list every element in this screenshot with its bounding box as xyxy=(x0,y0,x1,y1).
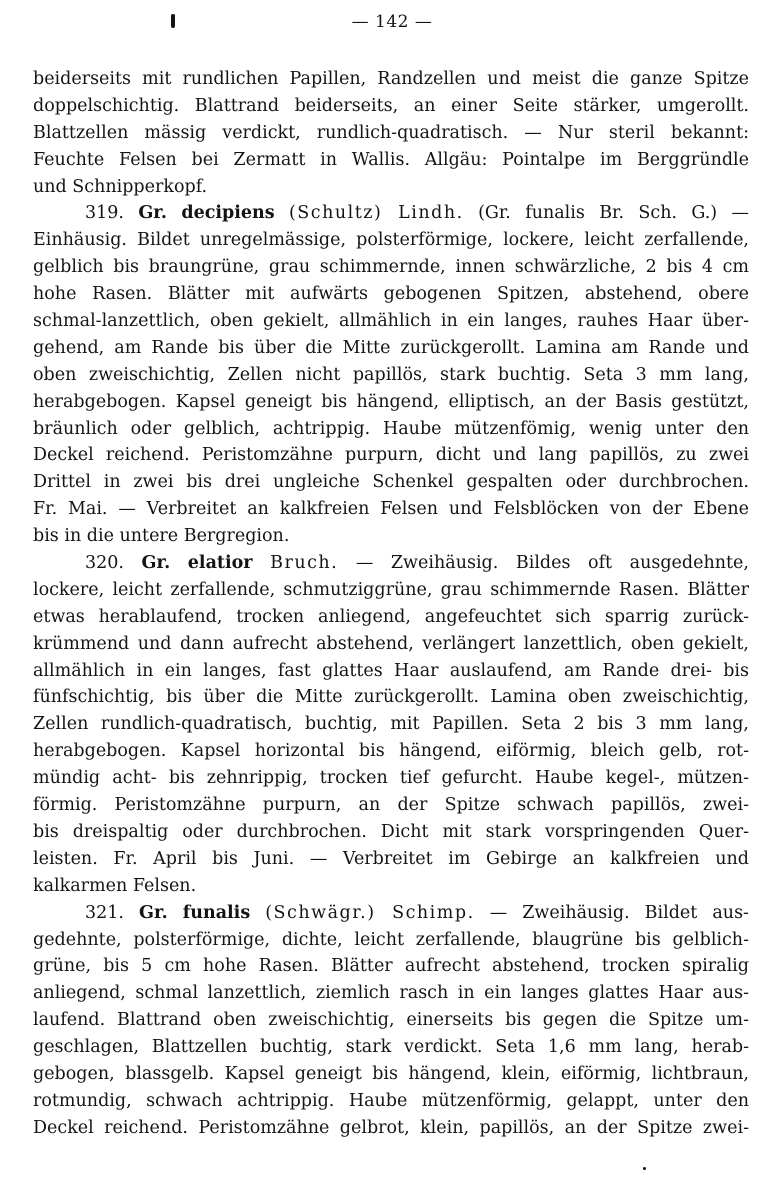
entry-number: 319. xyxy=(85,203,124,224)
text-line: doppelschichtig. Blattrand beiderseits, an einer Seite stärker, umgerollt. xyxy=(33,95,749,116)
text-line: Zellen rundlich-quadratisch, buchtig, mit Papillen. Seta 2 bis 3 mm lang, xyxy=(33,714,749,735)
text-line: krümmend und dann aufrecht abstehend, verlängert lanzettlich, oben gekielt, xyxy=(33,633,749,654)
genus-name: Gr. xyxy=(141,553,171,574)
text-line: grüne, bis 5 cm hohe Rasen. Blätter aufrecht abstehend, trocken spiralig xyxy=(33,956,749,977)
entry-heading-319 xyxy=(33,200,749,227)
text-line: lockere, leicht zerfallende, schmutziggrüne, grau schimmernde Rasen. Blätter xyxy=(33,579,749,600)
text-line: Fr. Mai. — Verbreitet an kalkfreien Felsen und Felsblöcken von der Ebene xyxy=(33,499,749,520)
text-line: gehend, am Rande bis über die Mitte zurückgerollt. Lamina am Rande und xyxy=(33,337,749,358)
entry-number: 321. xyxy=(85,902,124,923)
text-line: schmal-lanzettlich, oben gekielt, allmählich in ein langes, rauhes Haar über- xyxy=(33,311,749,332)
entry-synonym: (Gr. funalis Br. Sch. G.) — xyxy=(478,203,749,224)
text-line: allmählich in ein langes, fast glattes Haar auslaufend, am Rande drei- bis xyxy=(33,660,749,681)
text-line: gelblich bis braungrüne, grau schimmernde, innen schwärzliche, 2 bis 4 cm xyxy=(33,257,749,278)
text-line: Einhäusig. Bildet unregelmässige, polsterförmige, lockere, leicht zerfallende, xyxy=(33,230,749,251)
text-line: Blattzellen mässig verdickt, rundlich-quadratisch. — Nur steril bekannt: xyxy=(33,122,749,143)
text-line: bis dreispaltig oder durchbrochen. Dicht mit stark vorspringenden Quer- xyxy=(33,821,749,842)
entry-number: 320. xyxy=(85,553,124,574)
ink-dot xyxy=(643,1167,646,1170)
text-line: gebogen, blassgelb. Kapsel geneigt bis hängend, klein, eiförmig, lichtbraun, xyxy=(33,1063,749,1084)
species-name: decipiens xyxy=(181,203,275,224)
species-name: funalis xyxy=(182,902,251,923)
author-name: (Schultz) Lindh. xyxy=(288,203,464,224)
text-line: gedehnte, polsterförmige, dichte, leicht zerfallende, blaugrüne bis gelblich- xyxy=(33,929,749,950)
body-text xyxy=(33,66,749,1142)
text-line: Deckel reichend. Peristomzähne gelbrot, klein, papillös, an der Spitze zwei- xyxy=(33,1117,749,1138)
text-line: Deckel reichend. Peristomzähne purpurn, dicht und lang papillös, zu zwei xyxy=(33,445,749,466)
entry-heading-320 xyxy=(33,550,749,577)
text-line: bis in die untere Bergregion. xyxy=(33,526,290,547)
entry-heading-321 xyxy=(33,900,749,927)
entry-description-start: — Zweihäusig. Bildet aus- xyxy=(489,902,749,923)
text-line: beiderseits mit rundlichen Papillen, Randzellen und meist die ganze Spitze xyxy=(33,69,749,89)
author-name: Bruch. xyxy=(270,553,339,574)
genus-name: Gr. xyxy=(139,902,168,923)
text-line: kalkarmen Felsen. xyxy=(33,875,197,896)
text-line: geschlagen, Blattzellen buchtig, stark verdickt. Seta 1,6 mm lang, herab- xyxy=(33,1037,749,1058)
text-line: mündig acht- bis zehnrippig, trocken tief gefurcht. Haube kegel-, mützen- xyxy=(33,768,749,789)
text-line: Drittel in zwei bis drei ungleiche Schenkel gespalten oder durchbrochen. xyxy=(33,472,749,493)
entry-description-start: — Zweihäusig. Bildes oft ausgedehnte, xyxy=(355,553,749,574)
author-name: (Schwägr.) Schimp. xyxy=(265,902,475,923)
species-name: elatior xyxy=(187,553,253,574)
text-line: und Schnipperkopf. xyxy=(33,176,208,197)
text-line: hohe Rasen. Blätter mit aufwärts gebogenen Spitzen, abstehend, obere xyxy=(33,284,749,305)
text-line: rotmundig, schwach achtrippig. Haube mützenförmig, gelappt, unter den xyxy=(33,1090,749,1111)
text-line: anliegend, schmal lanzettlich, ziemlich rasch in ein langes glattes Haar aus- xyxy=(33,983,749,1004)
text-line: leisten. Fr. April bis Juni. — Verbreitet im Gebirge an kalkfreien und xyxy=(33,848,749,869)
text-line: herabgebogen. Kapsel horizontal bis hängend, eiförmig, bleich gelb, rot- xyxy=(33,741,749,762)
text-line: Feuchte Felsen bei Zermatt in Wallis. Allgäu: Pointalpe im Berggründle xyxy=(33,149,749,170)
text-line: oben zweischichtig, Zellen nicht papillös, stark buchtig. Seta 3 mm lang, xyxy=(33,364,749,385)
genus-name: Gr. xyxy=(138,203,167,224)
text-line: herabgebogen. Kapsel geneigt bis hängend, elliptisch, an der Basis gestützt, xyxy=(33,391,749,412)
text-line: förmig. Peristomzähne purpurn, an der Spitze schwach papillös, zwei- xyxy=(33,795,749,816)
text-line: laufend. Blattrand oben zweischichtig, einerseits bis gegen die Spitze um- xyxy=(33,1010,749,1031)
text-line: etwas herablaufend, trocken anliegend, angefeuchtet sich sparrig zurück- xyxy=(33,606,749,627)
text-line: bräunlich oder gelblich, achtrippig. Haube mützenfömig, wenig unter den xyxy=(33,418,749,439)
page-number-header: — 142 — xyxy=(351,12,433,32)
text-line: fünfschichtig, bis über die Mitte zurückgerollt. Lamina oben zweischichtig, xyxy=(33,687,749,708)
